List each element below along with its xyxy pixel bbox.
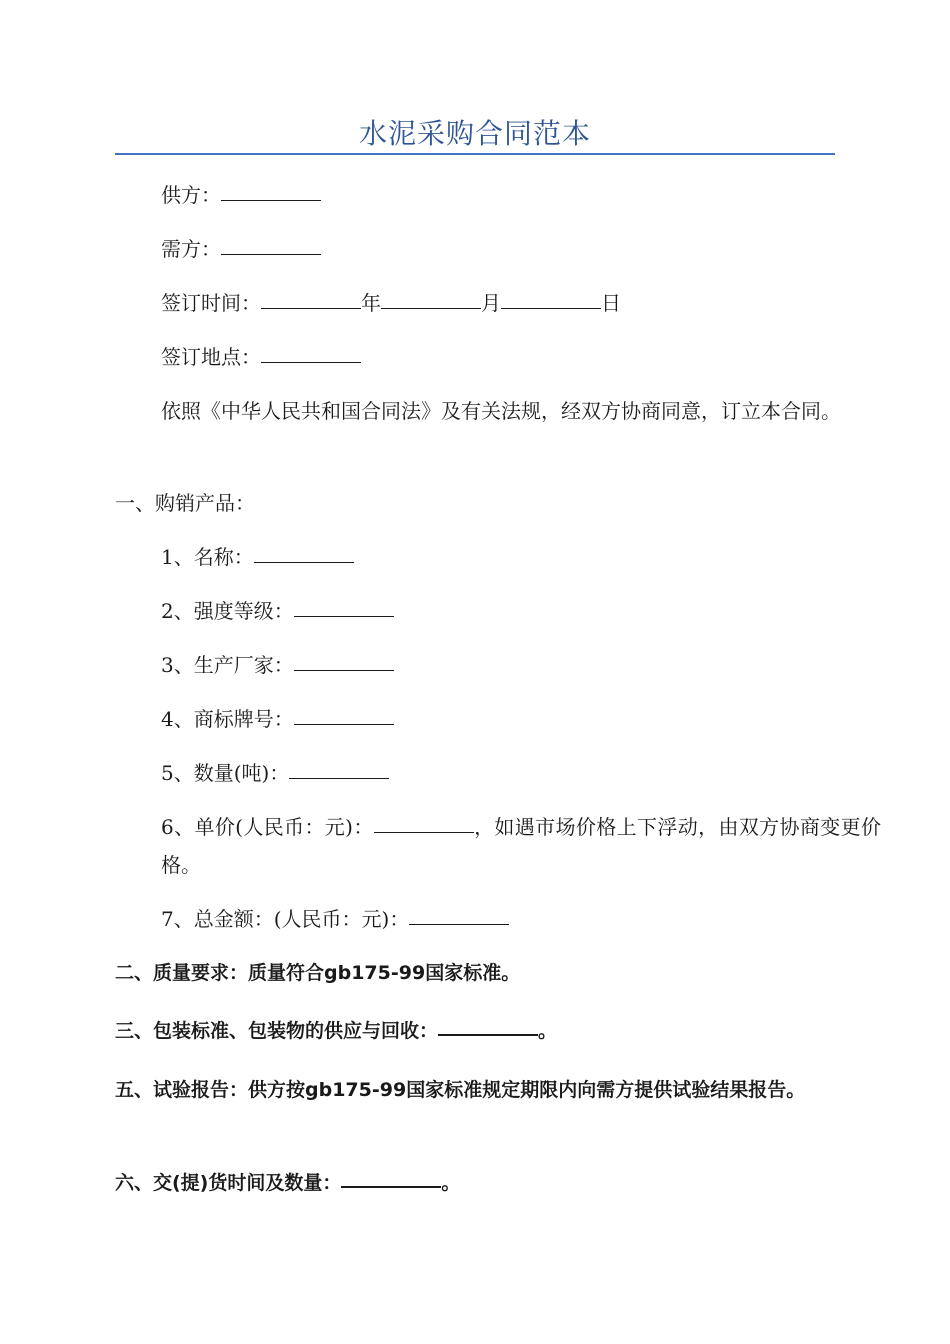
item-5-line <box>115 754 881 792</box>
item-5-label: 5、数量(吨)： <box>161 761 290 785</box>
section-6-line <box>115 1164 835 1202</box>
section-5-paragraph: 五、试验报告：供方按gb175-99国家标准规定期限内向需方提供试验结果报告。 <box>115 1079 806 1101</box>
supplier-blank <box>221 199 321 201</box>
section-3-label: 三、包装标准、包装物的供应与回收： <box>115 1020 439 1042</box>
item-6-label: 6、单价(人民币：元)： <box>161 815 374 839</box>
section-3-period: 。 <box>538 1020 558 1042</box>
item-4-blank <box>294 723 394 725</box>
sign-date-line <box>115 284 881 322</box>
year-blank <box>261 307 361 309</box>
item-1-line <box>115 538 881 576</box>
buyer-label: 需方： <box>161 237 221 261</box>
item-6-text: ，如遇市场价格上下浮动，由双方协商变更价格。 <box>161 815 881 877</box>
section-3-blank <box>438 1033 538 1036</box>
section-3-line <box>115 1012 835 1050</box>
section-1-heading: 一、购销产品： <box>115 491 255 515</box>
item-1-blank <box>254 561 354 563</box>
item-2-blank <box>294 615 394 617</box>
day-blank <box>501 307 601 309</box>
title-underline <box>115 153 835 155</box>
item-5-blank <box>289 777 389 779</box>
item-2-label: 2、强度等级： <box>161 599 294 623</box>
section-6-period: 。 <box>441 1172 461 1194</box>
buyer-line <box>115 230 881 268</box>
item-6-paragraph <box>115 808 881 884</box>
supplier-line <box>115 176 881 214</box>
month-blank <box>381 307 481 309</box>
item-3-label: 3、生产厂家： <box>161 653 294 677</box>
year-label: 年 <box>361 291 381 315</box>
section-2-heading: 二、质量要求：质量符合gb175-99国家标准。 <box>115 962 521 984</box>
item-6-blank <box>374 831 474 833</box>
item-4-label: 4、商标牌号： <box>161 707 294 731</box>
document-title: 水泥采购合同范本 <box>358 117 591 150</box>
item-2-line <box>115 592 881 630</box>
section-6-label: 六、交(提)货时间及数量： <box>115 1172 342 1194</box>
item-7-line <box>115 900 881 938</box>
month-label: 月 <box>481 291 501 315</box>
buyer-blank <box>221 253 321 255</box>
item-4-line <box>115 700 881 738</box>
section-6-blank <box>341 1185 441 1188</box>
sign-place-blank <box>261 361 361 363</box>
day-label: 日 <box>601 291 621 315</box>
sign-place-label: 签订地点： <box>161 345 261 369</box>
item-7-label: 7、总金额：(人民币：元)： <box>161 907 410 931</box>
sign-place-line <box>115 338 881 376</box>
item-7-blank <box>409 923 509 925</box>
item-3-blank <box>294 669 394 671</box>
supplier-label: 供方： <box>161 183 221 207</box>
item-1-label: 1、名称： <box>161 545 254 569</box>
intro-paragraph: 依照《中华人民共和国合同法》及有关法规，经双方协商同意，订立本合同。 <box>161 399 841 423</box>
sign-date-label: 签订时间： <box>161 291 261 315</box>
item-3-line <box>115 646 881 684</box>
